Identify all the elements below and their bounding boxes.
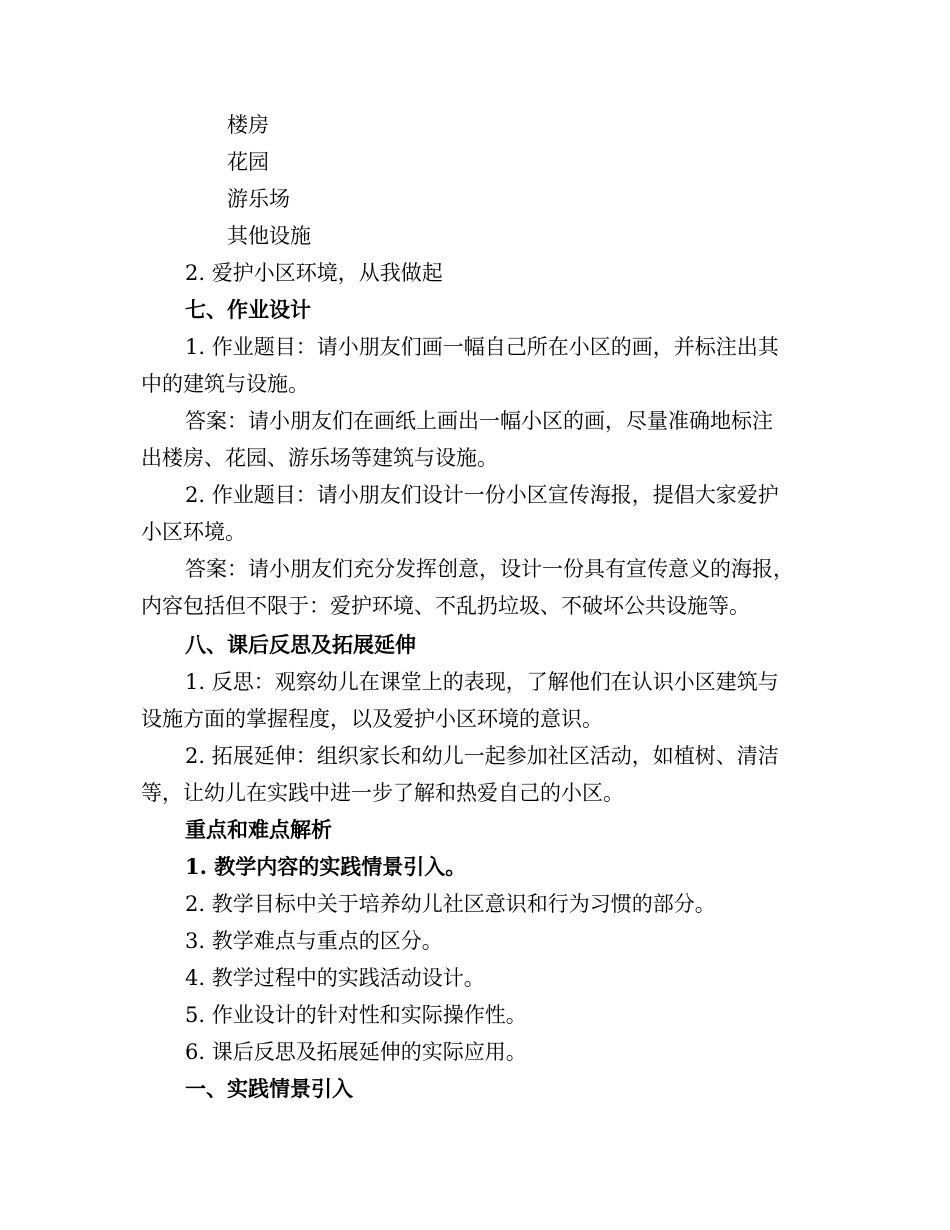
homework-2-answer-line-2: 内容包括但不限于：爱护环境、不乱扔垃圾、不破坏公共设施等。 [141, 594, 750, 618]
key-points-heading: 重点和难点解析 [185, 817, 332, 842]
section-8-heading: 八、课后反思及拓展延伸 [185, 632, 416, 657]
extension-line-1: 2. 拓展延伸：组织家长和幼儿一起参加社区活动，如植树、清洁 [185, 744, 779, 768]
homework-1-answer-line-2: 出楼房、花园、游乐场等建筑与设施。 [141, 446, 498, 470]
key-point-2: 2. 教学目标中关于培养幼儿社区意识和行为习惯的部分。 [185, 892, 716, 916]
list-item-other-facilities: 其他设施 [227, 224, 311, 248]
homework-2-answer-line-1: 答案：请小朋友们充分发挥创意，设计一份具有宣传意义的海报， [185, 557, 794, 581]
key-point-3: 3. 教学难点与重点的区分。 [185, 929, 443, 953]
homework-1-question-line-1: 1. 作业题目：请小朋友们画一幅自己所在小区的画，并标注出其 [185, 335, 779, 359]
list-item-garden: 花园 [227, 150, 269, 174]
homework-2-question-line-2: 小区环境。 [141, 520, 246, 544]
item-love-environment: 2. 爱护小区环境，从我做起 [185, 261, 443, 285]
section-1-heading: 一、实践情景引入 [185, 1076, 353, 1101]
key-point-6: 6. 课后反思及拓展延伸的实际应用。 [185, 1040, 527, 1064]
key-point-5: 5. 作业设计的针对性和实际操作性。 [185, 1003, 527, 1027]
homework-1-answer-line-1: 答案：请小朋友们在画纸上画出一幅小区的画，尽量准确地标注 [185, 409, 773, 433]
key-point-4: 4. 教学过程中的实践活动设计。 [185, 966, 485, 990]
homework-1-question-line-2: 中的建筑与设施。 [141, 372, 309, 396]
reflection-line-1: 1. 反思：观察幼儿在课堂上的表现，了解他们在认识小区建筑与 [185, 670, 779, 694]
list-item-playground: 游乐场 [227, 187, 290, 211]
section-7-heading: 七、作业设计 [185, 297, 311, 322]
extension-line-2: 等，让幼儿在实践中进一步了解和热爱自己的小区。 [141, 781, 624, 805]
reflection-line-2: 设施方面的掌握程度，以及爱护小区环境的意识。 [141, 707, 603, 731]
list-item-buildings: 楼房 [227, 113, 269, 137]
key-point-1: 1. 教学内容的实践情景引入。 [185, 854, 467, 879]
homework-2-question-line-1: 2. 作业题目：请小朋友们设计一份小区宣传海报，提倡大家爱护 [185, 483, 779, 507]
